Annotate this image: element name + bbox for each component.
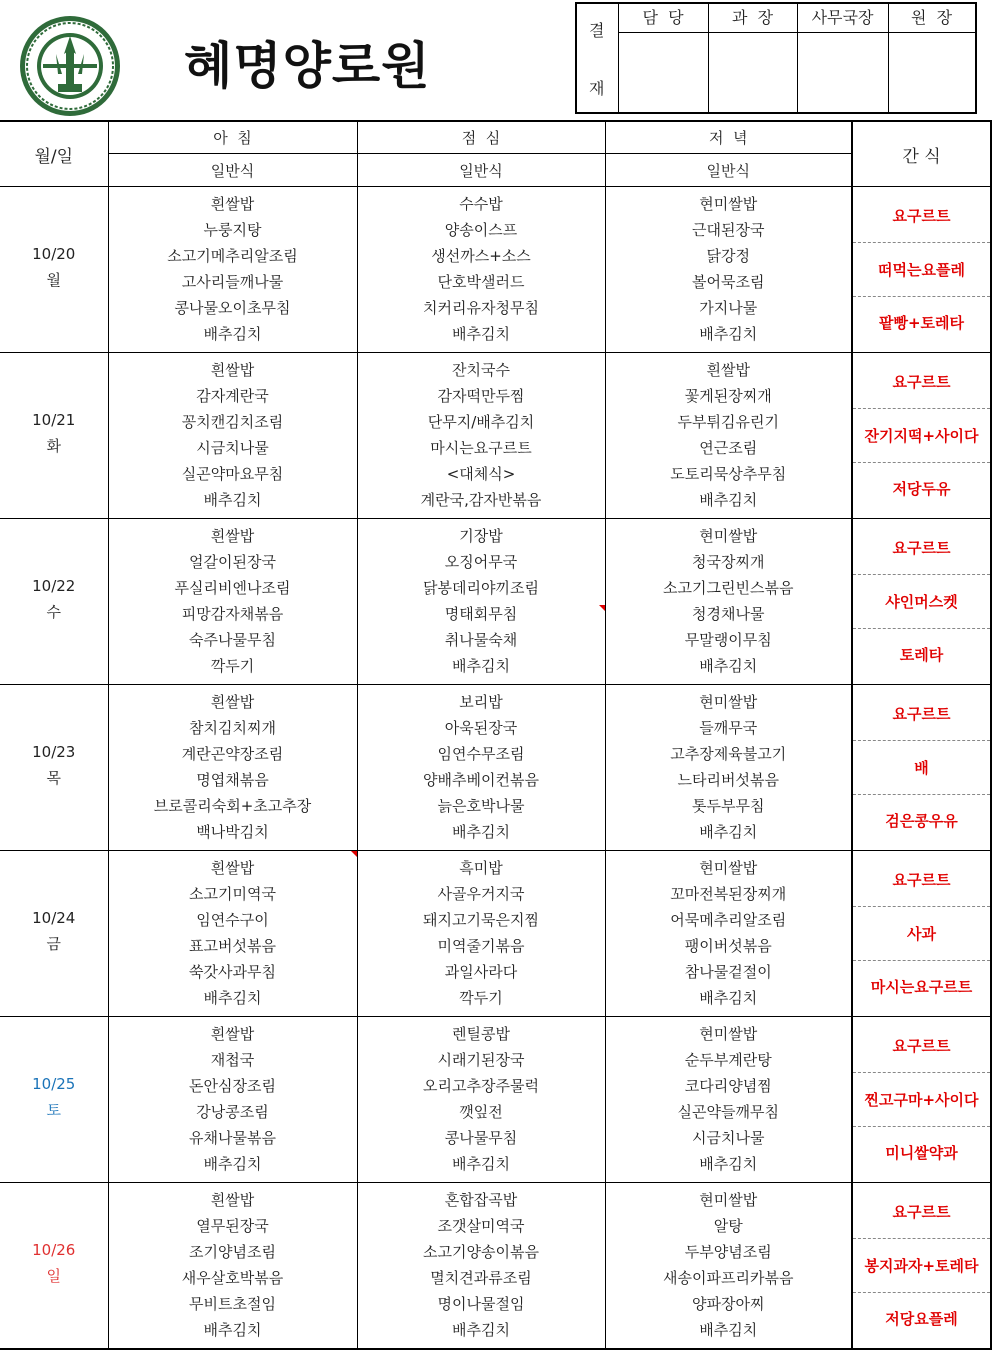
date-label: 10/21 [32,410,76,429]
snack-item: 팥빵+토레타 [878,314,965,333]
lunch-cell [357,685,605,851]
menu-item: 취나물숙채 [444,631,518,649]
menu-item: 소고기메추리알조림 [167,247,298,265]
dinner-cell [605,851,852,1017]
menu-item: 고사리들깨나물 [181,273,284,291]
snack-item: 요구르트 [853,522,990,576]
dinner-cell [605,1183,852,1350]
menu-item: 배추김치 [452,1155,510,1173]
snack-item: 떠먹는요플레 [853,243,990,297]
menu-item: 단호박샐러드 [437,273,525,291]
date-label: 10/20 [32,244,76,263]
comment-marker [351,851,357,857]
menu-item: 흰쌀밥 [210,1025,255,1043]
approval-box [575,2,977,114]
menu-item: 사골우거지국 [437,885,525,903]
menu-item: 생선까스+소스 [431,247,531,265]
breakfast-subheader: 일반식 [108,154,357,187]
menu-item: 숙주나물무침 [189,631,276,649]
menu-item: 백나박김치 [196,823,269,841]
weekday-label: 수 [46,602,61,621]
menu-item: 콩나물무침 [444,1129,518,1147]
snack-item: 마시는요구르트 [870,978,973,997]
menu-item: 양배추베이컨볶음 [423,771,539,789]
snack-item: 잔기지떡+사이다 [853,409,990,463]
snack-item: 배 [853,741,990,795]
breakfast-cell [108,1017,357,1183]
snack-cell [852,1017,991,1183]
approval-label: 결 재 [577,4,619,112]
snack-cell [852,519,991,685]
menu-item: 근대된장국 [692,221,765,239]
menu-item: 꽃게된장찌개 [684,387,772,405]
menu-item: 현미쌀밥 [699,527,758,545]
menu-item: 브로콜리숙회+초고추장 [153,797,312,815]
menu-item: 청국장찌개 [692,553,765,571]
menu-item: 마시는요구르트 [430,439,532,457]
snack-item: 샤인머스켓 [853,575,990,629]
menu-item: 볼어묵조림 [692,273,765,291]
lunch-cell [357,1183,605,1350]
menu-item: 치커리유자청무침 [423,299,539,317]
menu-item: 푸실리비엔나조림 [174,579,291,597]
menu-item: 기장밥 [459,527,503,545]
menu-item: 조갯살미역국 [437,1217,525,1235]
dinner-cell [605,353,852,519]
menu-item: 두부양념조림 [684,1243,772,1261]
menu-item: 명태회무침 [444,605,518,623]
snack-item: 요구르트 [853,1186,990,1240]
menu-item: 시금치나물 [692,1129,765,1147]
snack-cell [852,187,991,353]
menu-item: 피망감자채볶음 [181,605,284,623]
comment-marker [599,605,605,611]
menu-item: 두부튀김유린기 [677,413,779,431]
menu-item: 무비트초절임 [189,1295,276,1313]
lunch-cell [357,1017,605,1183]
menu-item: 참나물겉절이 [684,963,772,981]
menu-item: 배추김치 [452,657,510,675]
day-row [0,1183,991,1350]
menu-item: 조기양념조림 [189,1243,276,1261]
snack-item: 검은콩우유 [885,812,958,831]
menu-item: 꼬마전복된장찌개 [670,885,787,903]
date-cell [0,1183,108,1350]
menu-item: 렌틸콩밥 [452,1025,510,1043]
menu-item: 콩나물오이초무침 [174,299,291,317]
snack-item: 요구르트 [853,688,990,742]
weekday-label: 월 [46,270,61,289]
menu-item: 강낭콩조림 [196,1103,269,1121]
menu-item: 도토리묵상추무침 [670,465,787,483]
menu-item: 표고버섯볶음 [189,937,276,955]
menu-item: 실곤약들깨무침 [677,1103,779,1121]
menu-item: 흰쌀밥 [210,361,255,379]
breakfast-cell [108,519,357,685]
date-cell [0,353,108,519]
menu-item: 명이나물절임 [437,1295,525,1313]
menu-item: 임연수구이 [196,911,269,929]
dinner-cell [605,187,852,353]
menu-item: 연근조림 [699,439,758,457]
menu-item: 배추김치 [452,1321,510,1339]
menu-item: 흰쌀밥 [210,527,255,545]
weekday-label: 금 [46,934,61,953]
menu-item: 임연수무조림 [437,745,525,763]
menu-item: 참치김치찌개 [189,719,276,737]
menu-item: 새송이파프리카볶음 [663,1269,794,1287]
date-label: 10/24 [32,908,76,927]
breakfast-cell [108,353,357,519]
snack-item: 봉지과자+토레타 [853,1239,990,1293]
menu-item: 흰쌀밥 [706,361,750,379]
menu-item: 배추김치 [452,325,510,343]
dinner-subheader: 일반식 [605,154,852,187]
snack-header: 간 식 [852,121,991,187]
menu-item: 계란국,감자반볶음 [420,491,542,509]
menu-item: 고추장제육불고기 [670,745,787,763]
weekday-label: 일 [46,1266,61,1285]
menu-item: 오징어무국 [444,553,518,571]
menu-item: 깻잎전 [459,1103,503,1121]
day-row [0,353,991,519]
menu-item: 배추김치 [699,657,758,675]
menu-item: 가지나물 [699,299,758,317]
menu-item: 현미쌀밥 [699,693,758,711]
menu-item: 쑥갓사과무침 [189,963,276,981]
menu-item: 톳두부무침 [692,797,765,815]
date-cell [0,685,108,851]
menu-item: 배추김치 [203,491,262,509]
snack-item: 요구르트 [853,854,990,908]
menu-item: 잔치국수 [452,361,510,379]
dinner-cell [605,1017,852,1183]
lunch-cell [357,187,605,353]
lunch-subheader: 일반식 [357,154,605,187]
breakfast-cell [108,685,357,851]
breakfast-cell [108,187,357,353]
day-row [0,187,991,353]
snack-item: 요구르트 [853,1020,990,1074]
menu-item: 배추김치 [699,325,758,343]
menu-item: 시금치나물 [196,439,269,457]
menu-item: 코다리양념찜 [684,1077,772,1095]
menu-item: 명엽채볶음 [196,771,269,789]
lunch-header: 점 심 [357,121,605,154]
menu-item: 닭강정 [706,247,750,265]
menu-item: 양파장아찌 [692,1295,765,1313]
date-label: 10/23 [32,742,76,761]
menu-item: 느타리버섯볶음 [677,771,779,789]
menu-item: 닭봉데리야끼조림 [423,579,539,597]
menu-item: 실곤약마요무침 [181,465,284,483]
menu-item: 소고기양송이볶음 [423,1243,539,1261]
snack-item: 저당요플레 [885,1310,958,1329]
menu-item: 돼지고기묵은지찜 [423,911,539,929]
day-row [0,519,991,685]
menu-item: 멸치견과류조림 [430,1269,532,1287]
menu-item: 늙은호박나물 [437,797,525,815]
menu-item: 알탕 [713,1217,743,1235]
menu-item: 재첩국 [210,1051,255,1069]
dinner-cell [605,519,852,685]
menu-item: 깍두기 [210,657,255,675]
menu-item: 배추김치 [699,989,758,1007]
lunch-cell [357,519,605,685]
snack-item: 미니쌀약과 [885,1144,958,1163]
menu-item: 소고기미역국 [189,885,276,903]
approval-col: 원 장 [888,4,975,112]
menu-item: 현미쌀밥 [699,195,758,213]
menu-item: 단무지/배추김치 [427,413,535,431]
menu-item: 현미쌀밥 [699,859,758,877]
menu-item: 배추김치 [699,823,758,841]
approval-col: 사무국장 [797,4,889,112]
menu-item: 미역줄기볶음 [437,937,525,955]
menu-item: 배추김치 [699,1321,758,1339]
menu-item: 양송이스프 [444,221,518,239]
snack-item: 사과 [853,907,990,961]
date-label: 10/22 [32,576,76,595]
day-row [0,1017,991,1183]
snack-item: 요구르트 [853,356,990,410]
menu-item: 무말랭이무침 [684,631,772,649]
menu-item: 얼갈이된장국 [189,553,276,571]
menu-item: 꽁치캔김치조림 [181,413,284,431]
menu-item: 누룽지탕 [203,221,262,239]
snack-cell [852,851,991,1017]
menu-item: 돈안심장조림 [189,1077,276,1095]
menu-item: 배추김치 [203,1155,262,1173]
snack-cell [852,685,991,851]
date-label: 10/25 [32,1074,76,1093]
dinner-header: 저 녁 [605,121,852,154]
menu-item: 흑미밥 [459,859,503,877]
weekday-label: 토 [46,1100,61,1119]
menu-item: 현미쌀밥 [699,1191,758,1209]
menu-table [0,120,992,1350]
menu-item: 시래기된장국 [437,1051,525,1069]
snack-cell [852,1183,991,1350]
menu-item: 보리밥 [459,693,503,711]
menu-item: 배추김치 [203,989,262,1007]
approval-col: 담 당 [618,4,709,112]
day-row [0,851,991,1017]
lunch-cell [357,353,605,519]
menu-item: 과일사라다 [444,963,518,981]
menu-item: 감자떡만두찜 [437,387,525,405]
emblem-logo [18,14,122,118]
approval-col: 과 장 [708,4,798,112]
day-row [0,685,991,851]
breakfast-cell [108,851,357,1017]
date-column-header: 월/일 [0,121,108,187]
menu-item: 열무된장국 [196,1217,269,1235]
menu-item: 흰쌀밥 [210,693,255,711]
weekday-label: 목 [46,768,61,787]
menu-item: 새우살호박볶음 [181,1269,284,1287]
date-cell [0,187,108,353]
menu-item: 오리고추장주물럭 [423,1077,539,1095]
menu-item: 계란곤약장조림 [181,745,284,763]
menu-item: 배추김치 [699,1155,758,1173]
snack-cell [852,353,991,519]
breakfast-header: 아 침 [108,121,357,154]
date-cell [0,1017,108,1183]
menu-item: 감자계란국 [196,387,269,405]
menu-item: 수수밥 [459,195,503,213]
menu-item: 현미쌀밥 [699,1025,758,1043]
menu-item: 어묵메추리알조림 [670,911,787,929]
weekday-label: 화 [46,436,61,455]
menu-item: 흰쌀밥 [210,859,255,877]
lunch-cell [357,851,605,1017]
menu-item: 깍두기 [459,989,503,1007]
menu-item: 소고기그린빈스볶음 [663,579,794,597]
menu-item: 배추김치 [452,823,510,841]
menu-item: 배추김치 [203,1321,262,1339]
menu-item: 유채나물볶음 [189,1129,276,1147]
snack-item: 저당두유 [892,480,951,499]
page-title: 혜명양로원 [184,37,431,95]
menu-item: 흰쌀밥 [210,195,255,213]
breakfast-cell [108,1183,357,1350]
menu-item: 배추김치 [203,325,262,343]
menu-item: 아욱된장국 [444,719,518,737]
menu-item: 팽이버섯볶음 [684,937,772,955]
menu-item: 흰쌀밥 [210,1191,255,1209]
menu-item: 순두부계란탕 [684,1051,772,1069]
menu-item: 들깨무국 [699,719,758,737]
menu-item: 청경채나물 [692,605,765,623]
dinner-cell [605,685,852,851]
snack-item: 요구르트 [853,190,990,244]
date-cell [0,519,108,685]
snack-item: 찐고구마+사이다 [853,1073,990,1127]
menu-item: 배추김치 [699,491,758,509]
date-cell [0,851,108,1017]
menu-item: 혼합잡곡밥 [444,1191,518,1209]
menu-item: <대체식> [446,465,516,483]
date-label: 10/26 [32,1240,76,1259]
snack-item: 토레타 [899,646,944,665]
